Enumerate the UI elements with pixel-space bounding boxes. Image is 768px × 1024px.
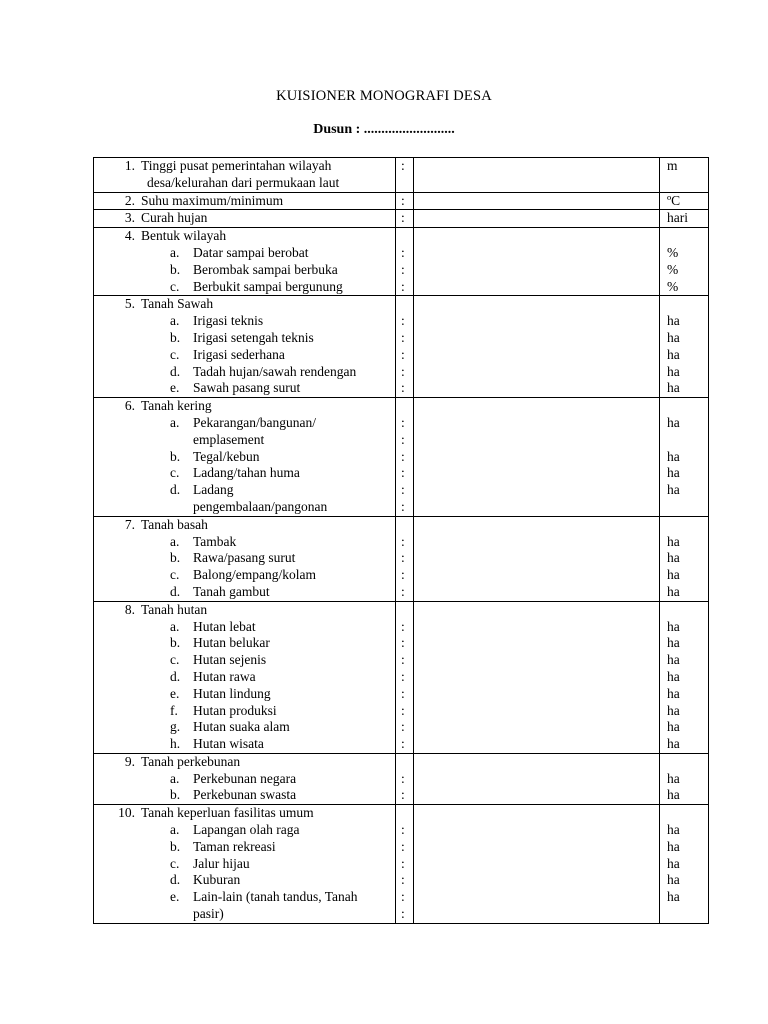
sub-item-label-continued: emplasement bbox=[193, 431, 265, 447]
item-cell bbox=[94, 516, 396, 601]
sub-item-letter: e. bbox=[170, 889, 180, 905]
unit-cell bbox=[660, 753, 709, 804]
unit-label: ha bbox=[667, 380, 680, 396]
sub-item-line bbox=[94, 313, 395, 330]
sub-item-letter: c. bbox=[170, 465, 180, 481]
value-cell[interactable] bbox=[414, 296, 660, 398]
unit-label: ha bbox=[667, 329, 680, 345]
sub-item-letter: c. bbox=[170, 652, 180, 668]
colon: : bbox=[401, 431, 405, 447]
sub-item-letter: a. bbox=[170, 770, 180, 786]
item-cell bbox=[94, 805, 396, 924]
blank-line bbox=[660, 517, 708, 534]
table-row bbox=[94, 516, 709, 601]
questionnaire-table bbox=[93, 157, 709, 924]
sub-item-line bbox=[94, 550, 395, 567]
blank-line bbox=[660, 754, 708, 771]
sub-item-label: Tambak bbox=[193, 533, 237, 549]
sub-item-label: Berbukit sampai bergunung bbox=[193, 278, 343, 294]
unit-label: ha bbox=[667, 855, 680, 871]
item-label-continued: desa/kelurahan dari permukaan laut bbox=[147, 174, 340, 190]
colon-cell bbox=[396, 192, 414, 210]
item-label: Suhu maximum/minimum bbox=[141, 192, 284, 208]
sub-item-line bbox=[94, 347, 395, 364]
sub-item-letter: a. bbox=[170, 533, 180, 549]
sub-item-line bbox=[94, 279, 395, 296]
unit-label: ha bbox=[667, 770, 680, 786]
sub-item-line bbox=[94, 669, 395, 686]
sub-item-label: Balong/empang/kolam bbox=[193, 567, 316, 583]
value-cell[interactable] bbox=[414, 805, 660, 924]
unit-label: ha bbox=[667, 313, 680, 329]
unit-label: ha bbox=[667, 736, 680, 752]
colon: : bbox=[401, 498, 405, 514]
sub-item-label: Ladang bbox=[193, 482, 234, 498]
colon: : bbox=[401, 192, 405, 208]
colon: : bbox=[401, 210, 405, 226]
blank-line bbox=[396, 296, 413, 313]
blank-line bbox=[660, 228, 708, 245]
colon: : bbox=[401, 685, 405, 701]
unit-label: ha bbox=[667, 872, 680, 888]
unit-label: ha bbox=[667, 346, 680, 362]
colon-cell bbox=[396, 228, 414, 296]
sub-item-letter: g. bbox=[170, 719, 181, 735]
item-number: 4. bbox=[124, 228, 135, 244]
item-line bbox=[94, 158, 395, 175]
sub-item-label: Lain-lain (tanah tandus, Tanah bbox=[193, 889, 358, 905]
sub-item-line bbox=[94, 787, 395, 804]
unit-label: ha bbox=[667, 482, 680, 498]
sub-item-label: Irigasi setengah teknis bbox=[193, 329, 314, 345]
item-cell bbox=[94, 753, 396, 804]
table-row bbox=[94, 601, 709, 753]
unit-label: % bbox=[667, 261, 679, 277]
value-cell[interactable] bbox=[414, 753, 660, 804]
unit-label: % bbox=[667, 278, 679, 294]
sub-item-line bbox=[94, 364, 395, 381]
blank-line bbox=[396, 517, 413, 534]
blank-line bbox=[396, 398, 413, 415]
colon: : bbox=[401, 618, 405, 634]
colon: : bbox=[401, 329, 405, 345]
sub-item-line bbox=[94, 619, 395, 636]
colon: : bbox=[401, 448, 405, 464]
sub-item-letter: d. bbox=[170, 482, 181, 498]
colon: : bbox=[401, 158, 405, 173]
sub-item-label: Irigasi teknis bbox=[193, 313, 264, 329]
sub-item-label: Hutan lindung bbox=[193, 685, 271, 701]
unit-label: ha bbox=[667, 618, 680, 634]
sub-item-label: Irigasi sederhana bbox=[193, 346, 285, 362]
sub-item-letter: d. bbox=[170, 872, 181, 888]
colon: : bbox=[401, 567, 405, 583]
colon: : bbox=[401, 414, 405, 430]
item-line bbox=[94, 602, 395, 619]
sub-item-line bbox=[94, 380, 395, 397]
item-line bbox=[94, 398, 395, 415]
sub-item-line bbox=[94, 889, 395, 906]
sub-item-label: Hutan suaka alam bbox=[193, 719, 290, 735]
colon: : bbox=[401, 889, 405, 905]
document-title: KUISIONER MONOGRAFI DESA bbox=[276, 88, 492, 104]
colon: : bbox=[401, 855, 405, 871]
item-cell bbox=[94, 158, 396, 193]
sub-item-letter: a. bbox=[170, 313, 180, 329]
unit-label: ha bbox=[667, 652, 680, 668]
sub-item-line bbox=[94, 771, 395, 788]
item-line bbox=[94, 193, 395, 210]
colon: : bbox=[401, 719, 405, 735]
item-line bbox=[94, 517, 395, 534]
blank-line bbox=[660, 906, 708, 923]
colon: : bbox=[401, 346, 405, 362]
sub-item-line bbox=[94, 652, 395, 669]
sub-item-letter: a. bbox=[170, 414, 180, 430]
unit-label: ha bbox=[667, 448, 680, 464]
item-line bbox=[94, 210, 395, 227]
sub-item-label: Kuburan bbox=[193, 872, 241, 888]
sub-item-letter: a. bbox=[170, 244, 180, 260]
unit-label: % bbox=[667, 244, 679, 260]
sub-item-label: Hutan sejenis bbox=[193, 652, 267, 668]
sub-item-line bbox=[94, 635, 395, 652]
table-row bbox=[94, 753, 709, 804]
blank-line bbox=[660, 398, 708, 415]
colon: : bbox=[401, 380, 405, 396]
sub-item-label: Berombak sampai berbuka bbox=[193, 261, 338, 277]
colon: : bbox=[401, 906, 405, 922]
sub-item-label: Hutan lebat bbox=[193, 618, 256, 634]
unit-label: ha bbox=[667, 787, 680, 803]
sub-item-label: Perkebunan swasta bbox=[193, 787, 297, 803]
colon: : bbox=[401, 583, 405, 599]
item-cell bbox=[94, 192, 396, 210]
unit-label: ha bbox=[667, 668, 680, 684]
sub-item-label: Rawa/pasang surut bbox=[193, 550, 296, 566]
unit-label: m bbox=[667, 158, 678, 173]
colon-cell bbox=[396, 158, 414, 193]
sub-item-line bbox=[94, 330, 395, 347]
sub-item-label: Hutan wisata bbox=[193, 736, 264, 752]
unit-label: ha bbox=[667, 465, 680, 481]
item-number: 3. bbox=[124, 210, 135, 226]
sub-item-line bbox=[94, 567, 395, 584]
colon-cell bbox=[396, 805, 414, 924]
item-label: Tanah perkebunan bbox=[141, 753, 241, 769]
unit-cell bbox=[660, 398, 709, 517]
item-label: Bentuk wilayah bbox=[141, 228, 227, 244]
blank-line bbox=[396, 805, 413, 822]
sub-item-letter: c. bbox=[170, 278, 180, 294]
blank-line bbox=[660, 432, 708, 449]
sub-item-letter: c. bbox=[170, 346, 180, 362]
unit-label: ha bbox=[667, 583, 680, 599]
sub-item-label: Taman rekreasi bbox=[193, 838, 276, 854]
item-number: 7. bbox=[124, 516, 135, 532]
sub-item-line bbox=[94, 584, 395, 601]
unit-label: ºC bbox=[667, 192, 681, 208]
colon: : bbox=[401, 652, 405, 668]
sub-item-line bbox=[94, 856, 395, 873]
blank-line bbox=[660, 296, 708, 313]
table-row bbox=[94, 210, 709, 228]
sub-item-label-continued: pengembalaan/pangonan bbox=[193, 498, 328, 514]
sub-item-label: Ladang/tahan huma bbox=[193, 465, 300, 481]
sub-item-line bbox=[94, 872, 395, 889]
unit-cell bbox=[660, 228, 709, 296]
colon-cell bbox=[396, 210, 414, 228]
colon: : bbox=[401, 313, 405, 329]
table-row bbox=[94, 296, 709, 398]
item-label: Tanah keperluan fasilitas umum bbox=[141, 805, 314, 821]
value-cell[interactable] bbox=[414, 192, 660, 210]
unit-label: ha bbox=[667, 702, 680, 718]
sub-item-letter: b. bbox=[170, 635, 181, 651]
sub-item-line bbox=[94, 719, 395, 736]
sub-item-letter: b. bbox=[170, 261, 181, 277]
sub-item-label: Pekarangan/bangunan/ bbox=[193, 414, 316, 430]
unit-cell bbox=[660, 296, 709, 398]
sub-item-letter: b. bbox=[170, 448, 181, 464]
colon: : bbox=[401, 363, 405, 379]
unit-label: ha bbox=[667, 533, 680, 549]
colon: : bbox=[401, 736, 405, 752]
sub-item-letter: b. bbox=[170, 329, 181, 345]
value-cell[interactable] bbox=[414, 228, 660, 296]
sub-item-letter: c. bbox=[170, 855, 180, 871]
sub-item-line bbox=[94, 822, 395, 839]
sub-item-letter: d. bbox=[170, 363, 181, 379]
item-label: Tinggi pusat pemerintahan wilayah bbox=[141, 158, 332, 173]
unit-label: ha bbox=[667, 635, 680, 651]
sub-item-label: Hutan produksi bbox=[193, 702, 277, 718]
unit-label: ha bbox=[667, 414, 680, 430]
colon: : bbox=[401, 482, 405, 498]
colon: : bbox=[401, 550, 405, 566]
value-cell[interactable] bbox=[414, 210, 660, 228]
colon: : bbox=[401, 261, 405, 277]
blank-line bbox=[660, 805, 708, 822]
sub-item-letter: c. bbox=[170, 567, 180, 583]
sub-item-label: Hutan belukar bbox=[193, 635, 270, 651]
sub-item-line bbox=[94, 449, 395, 466]
sub-item-line bbox=[94, 534, 395, 551]
item-label: Curah hujan bbox=[141, 210, 208, 226]
colon: : bbox=[401, 770, 405, 786]
colon-cell bbox=[396, 516, 414, 601]
table-row bbox=[94, 158, 709, 193]
sub-item-label: Hutan rawa bbox=[193, 668, 256, 684]
sub-item-letter: d. bbox=[170, 583, 181, 599]
sub-item-line bbox=[94, 686, 395, 703]
sub-item-letter: d. bbox=[170, 668, 181, 684]
colon: : bbox=[401, 244, 405, 260]
item-number: 9. bbox=[124, 753, 135, 769]
table-row bbox=[94, 192, 709, 210]
sub-item-letter: b. bbox=[170, 787, 181, 803]
colon-cell bbox=[396, 296, 414, 398]
colon: : bbox=[401, 787, 405, 803]
colon: : bbox=[401, 533, 405, 549]
unit-label: ha bbox=[667, 838, 680, 854]
colon-cell bbox=[396, 398, 414, 517]
item-cell bbox=[94, 296, 396, 398]
colon-cell bbox=[396, 753, 414, 804]
sub-item-letter: h. bbox=[170, 736, 181, 752]
item-cell bbox=[94, 601, 396, 753]
sub-item-line bbox=[94, 839, 395, 856]
sub-item-line bbox=[94, 465, 395, 482]
sub-item-label: Tegal/kebun bbox=[193, 448, 260, 464]
item-number: 1. bbox=[124, 158, 135, 173]
item-number: 6. bbox=[124, 398, 135, 414]
value-cell[interactable] bbox=[414, 601, 660, 753]
table-row bbox=[94, 228, 709, 296]
colon: : bbox=[401, 465, 405, 481]
sub-item-line bbox=[94, 736, 395, 753]
unit-label: ha bbox=[667, 550, 680, 566]
table-row bbox=[94, 398, 709, 517]
sub-item-line bbox=[94, 415, 395, 432]
item-line bbox=[94, 296, 395, 313]
sub-item-letter: b. bbox=[170, 550, 181, 566]
colon: : bbox=[401, 702, 405, 718]
colon: : bbox=[401, 872, 405, 888]
colon-cell bbox=[396, 601, 414, 753]
colon: : bbox=[401, 635, 405, 651]
sub-item-label: Sawah pasang surut bbox=[193, 380, 301, 396]
sub-item-label: Datar sampai berobat bbox=[193, 244, 309, 260]
sub-item-line bbox=[94, 262, 395, 279]
unit-label: ha bbox=[667, 567, 680, 583]
value-cell[interactable] bbox=[414, 516, 660, 601]
sub-item-label: Tanah gambut bbox=[193, 583, 270, 599]
unit-cell bbox=[660, 516, 709, 601]
sub-item-letter: e. bbox=[170, 685, 180, 701]
blank-line bbox=[660, 499, 708, 516]
unit-label: ha bbox=[667, 719, 680, 735]
table-row bbox=[94, 805, 709, 924]
sub-item-label: Jalur hijau bbox=[193, 855, 250, 871]
unit-label: ha bbox=[667, 822, 680, 838]
colon: : bbox=[401, 838, 405, 854]
item-cell bbox=[94, 210, 396, 228]
blank-line bbox=[660, 602, 708, 619]
sub-item-label: Lapangan olah raga bbox=[193, 822, 300, 838]
sub-item-line bbox=[94, 703, 395, 720]
item-number: 10. bbox=[118, 805, 135, 821]
sub-item-label: Tadah hujan/sawah rendengan bbox=[193, 363, 357, 379]
sub-item-letter: b. bbox=[170, 838, 181, 854]
sub-item-line bbox=[94, 482, 395, 499]
unit-label: ha bbox=[667, 889, 680, 905]
sub-item-line bbox=[94, 245, 395, 262]
item-label: Tanah Sawah bbox=[141, 296, 214, 312]
unit-cell bbox=[660, 601, 709, 753]
item-number: 8. bbox=[124, 601, 135, 617]
sub-item-letter: a. bbox=[170, 822, 180, 838]
value-cell[interactable] bbox=[414, 398, 660, 517]
unit-cell bbox=[660, 158, 709, 193]
colon: : bbox=[401, 668, 405, 684]
sub-item-letter: a. bbox=[170, 618, 180, 634]
blank-line bbox=[396, 602, 413, 619]
sub-item-label: Perkebunan negara bbox=[193, 770, 297, 786]
blank-line bbox=[396, 228, 413, 245]
item-label: Tanah kering bbox=[141, 398, 212, 414]
unit-cell bbox=[660, 210, 709, 228]
item-number: 5. bbox=[124, 296, 135, 312]
sub-item-label-continued: pasir) bbox=[193, 906, 224, 922]
item-line bbox=[94, 754, 395, 771]
item-cell bbox=[94, 228, 396, 296]
colon: : bbox=[401, 822, 405, 838]
unit-cell bbox=[660, 805, 709, 924]
unit-cell bbox=[660, 192, 709, 210]
item-label: Tanah basah bbox=[141, 516, 208, 532]
sub-item-letter: e. bbox=[170, 380, 180, 396]
unit-label: hari bbox=[667, 210, 688, 226]
blank-line bbox=[396, 754, 413, 771]
item-line bbox=[94, 228, 395, 245]
item-cell bbox=[94, 398, 396, 517]
item-number: 2. bbox=[124, 192, 135, 208]
item-label: Tanah hutan bbox=[141, 601, 208, 617]
colon: : bbox=[401, 278, 405, 294]
unit-label: ha bbox=[667, 685, 680, 701]
sub-item-letter: f. bbox=[170, 702, 178, 718]
value-cell[interactable] bbox=[414, 158, 660, 193]
unit-label: ha bbox=[667, 363, 680, 379]
item-line bbox=[94, 805, 395, 822]
dusun-field: Dusun : .......................... bbox=[313, 122, 455, 137]
